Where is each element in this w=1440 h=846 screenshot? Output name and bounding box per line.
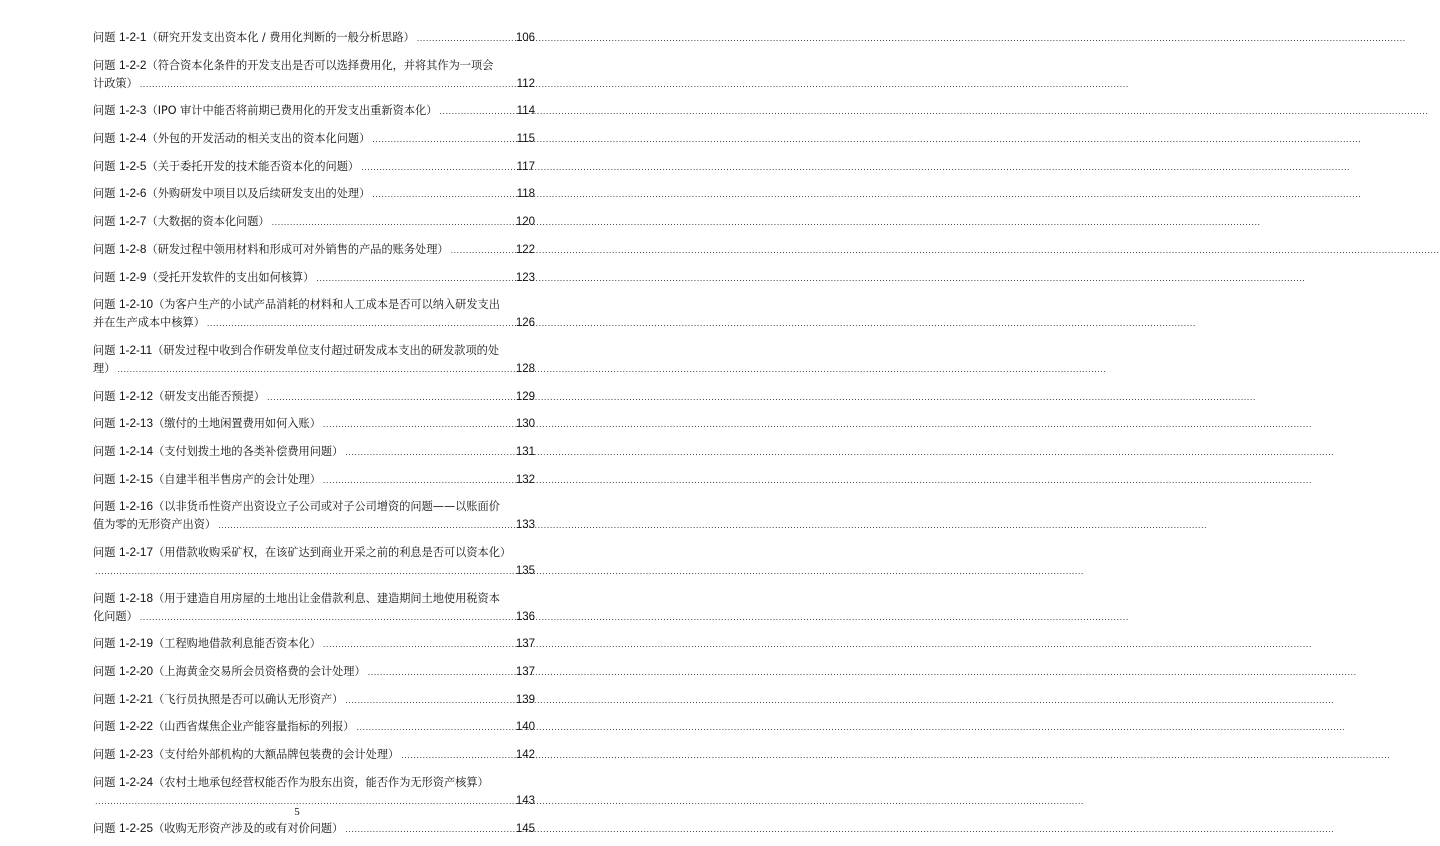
toc-entry-prefix: 问题 <box>93 546 116 559</box>
toc-entry[interactable] <box>93 634 535 654</box>
toc-entry-title <box>93 500 500 513</box>
dot-leader <box>323 636 513 654</box>
toc-entry-text: （支付划拨土地的各类补偿费用问题） <box>153 444 344 458</box>
toc-entry-prefix: 问题 <box>93 500 116 514</box>
toc-entry[interactable] <box>93 543 535 581</box>
toc-entry-text: （为客户生产的小试产品消耗的材料和人工成本是否可以纳入研发支出 <box>153 298 500 312</box>
toc-entry-title <box>93 184 370 203</box>
toc-entry-title <box>93 298 500 311</box>
toc-entry-prefix: 问题 <box>93 187 116 201</box>
toc-entry-prefix: 问题 <box>93 389 116 403</box>
toc-entry-text: （研发过程中收到合作研发单位支付超过研发成本支出的研发款项的处 <box>152 343 500 357</box>
toc-entry-text: 计政策） <box>93 76 138 90</box>
toc-entry-title <box>93 129 370 148</box>
dot-leader <box>451 242 513 260</box>
toc-entry-text: （飞行员执照是否可以确认无形资产） <box>153 692 344 706</box>
toc-entry-number: 1-2-3 <box>118 103 147 118</box>
toc-entry[interactable] <box>93 56 535 94</box>
dot-leader <box>207 315 513 333</box>
toc-entry[interactable] <box>93 268 535 288</box>
toc-entry[interactable] <box>93 414 535 434</box>
toc-entry-title <box>93 387 265 406</box>
toc-entry-title <box>93 212 270 231</box>
toc-entry-page-number: 126 <box>515 317 535 330</box>
toc-entry[interactable] <box>93 184 535 204</box>
toc-entry[interactable] <box>93 129 535 149</box>
toc-entry-title <box>93 717 354 736</box>
toc-entry-page-number: 139 <box>515 693 535 706</box>
toc-entry-text: （外包的开发活动的相关支出的资本化问题） <box>146 132 371 146</box>
toc-entry-title <box>93 776 489 789</box>
toc-entry[interactable] <box>93 717 535 737</box>
toc-entry-number: 1-2-2 <box>118 57 147 72</box>
toc-entry-title <box>93 59 493 72</box>
toc-entry[interactable] <box>93 157 535 177</box>
toc-entry-number: 1-2-19 <box>118 636 154 651</box>
toc-entry-title <box>93 240 449 259</box>
dot-leader <box>345 444 513 462</box>
toc-entry-prefix: 问题 <box>93 821 116 835</box>
dot-leader <box>267 389 513 407</box>
toc-entry-text: （IPO 审计中能否将前期已费用化的开发支出重新资本化） <box>146 104 438 118</box>
toc-entry-text: （自建半租半售房产的会计处理） <box>153 472 321 486</box>
dot-leader <box>272 214 513 232</box>
toc-entry-number: 1-2-18 <box>118 590 154 605</box>
toc-entry-prefix: 问题 <box>93 159 116 173</box>
toc-entry-number: 1-2-20 <box>118 664 154 679</box>
toc-entry-text: 值为零的无形资产出资） <box>93 518 217 532</box>
toc-entry-text: 理） <box>93 361 116 375</box>
toc-entry-number: 1-2-8 <box>118 241 147 256</box>
toc-entry-text: （农村土地承包经营权能否作为股东出资，能否作为无形资产核算） <box>153 775 489 789</box>
toc-entry-page-number: 128 <box>515 362 535 375</box>
toc-entry-prefix: 问题 <box>93 692 116 706</box>
toc-entry-title <box>93 101 437 120</box>
toc-entry-page-number: 132 <box>515 473 535 486</box>
toc-entry[interactable] <box>93 497 535 535</box>
toc-entry-number: 1-2-10 <box>118 297 154 312</box>
toc-entry[interactable] <box>93 745 535 765</box>
toc-entry-number: 1-2-7 <box>118 214 147 229</box>
toc-entry-title <box>93 414 321 433</box>
toc-entry-title <box>93 662 366 681</box>
dot-leader <box>323 416 513 434</box>
toc-entry[interactable] <box>93 470 535 490</box>
toc-entry-title <box>93 344 499 357</box>
toc-entry[interactable] <box>93 212 535 232</box>
toc-entry-page-number: 106 <box>515 32 535 44</box>
toc-entry-number: 1-2-21 <box>118 691 154 706</box>
toc-entry-title <box>93 268 314 287</box>
toc-entry[interactable] <box>93 240 535 260</box>
toc-entry-text: （山西省煤焦企业产能容量指标的列报） <box>153 720 355 734</box>
toc-entry-title <box>93 690 343 709</box>
toc-entry-text: （受托开发软件的支出如何核算） <box>146 270 315 284</box>
toc-entry-number: 1-2-9 <box>118 269 147 284</box>
toc-entry-text: （工程购地借款利息能否资本化） <box>153 637 321 651</box>
toc-entry-text: （用借款收购采矿权，在该矿达到商业开采之前的利息是否可以资本化） <box>153 546 512 559</box>
toc-entry-prefix: 问题 <box>93 417 116 431</box>
dot-leader <box>368 664 513 682</box>
dot-leader <box>401 747 513 765</box>
dot-leader <box>439 103 513 121</box>
toc-entry-page-number: 112 <box>516 77 535 90</box>
toc-entry-text: （缴付的土地闲置费用如何入账） <box>153 417 321 431</box>
table-of-contents <box>93 28 535 846</box>
toc-entry-page-number: 123 <box>515 271 535 284</box>
toc-entry-prefix: 问题 <box>93 748 116 762</box>
toc-entry-number: 1-2-12 <box>118 388 154 403</box>
toc-entry-prefix: 问题 <box>93 665 116 679</box>
toc-entry-title <box>93 634 321 653</box>
toc-entry-page-number: 140 <box>515 721 535 734</box>
dot-leader <box>345 821 513 839</box>
toc-entry-prefix: 问题 <box>93 472 116 486</box>
toc-entry[interactable] <box>93 819 535 839</box>
dot-leader <box>117 361 513 379</box>
toc-entry-number: 1-2-14 <box>118 443 154 458</box>
toc-entry-title <box>93 546 511 559</box>
dot-leader <box>316 270 513 288</box>
dot-leader <box>218 517 513 535</box>
toc-entry-text: （支付给外部机构的大额品牌包装费的会计处理） <box>153 748 400 762</box>
toc-entry-prefix: 问题 <box>93 591 116 605</box>
toc-entry[interactable] <box>93 341 535 379</box>
toc-entry-title <box>93 442 343 461</box>
toc-entry-text: （符合资本化条件的开发支出是否可以选择费用化，并将其作为一项会 <box>146 58 494 72</box>
toc-entry-page-number: 143 <box>515 794 535 807</box>
toc-entry-text: （关于委托开发的技术能否资本化的问题） <box>146 159 360 173</box>
toc-entry[interactable] <box>93 387 535 407</box>
toc-entry-page-number: 137 <box>515 638 535 651</box>
dot-leader <box>417 30 513 48</box>
toc-entry[interactable] <box>93 589 535 627</box>
toc-entry-page-number: 136 <box>515 610 535 623</box>
toc-entry-page-number: 135 <box>515 565 535 577</box>
toc-entry-text: 并在生产成本中核算） <box>93 316 205 330</box>
toc-entry[interactable] <box>93 295 535 333</box>
toc-entry-text: （研发支出能否预提） <box>153 389 265 403</box>
toc-entry-prefix: 问题 <box>93 132 116 146</box>
toc-entry-prefix: 问题 <box>93 637 116 651</box>
toc-entry-page-number: 145 <box>515 822 535 835</box>
toc-entry-number: 1-2-22 <box>118 719 154 734</box>
toc-entry-number: 1-2-17 <box>118 545 154 559</box>
toc-entry-page-number: 120 <box>515 216 535 229</box>
toc-entry-page-number: 130 <box>515 418 535 431</box>
dot-leader <box>140 609 513 627</box>
toc-entry-title <box>93 819 343 838</box>
toc-entry-number: 1-2-25 <box>118 820 154 835</box>
toc-entry-page-number: 122 <box>515 243 535 256</box>
toc-entry[interactable] <box>93 442 535 462</box>
toc-entry-page-number: 115 <box>516 133 535 146</box>
dot-leader <box>140 76 513 94</box>
toc-entry-prefix: 问题 <box>93 720 116 734</box>
toc-entry-prefix: 问题 <box>93 343 116 357</box>
toc-entry-page-number: 114 <box>516 105 535 118</box>
toc-entry-title <box>93 592 500 605</box>
toc-entry-page-number: 117 <box>516 160 535 173</box>
toc-entry-number: 1-2-24 <box>118 774 154 789</box>
toc-entry-prefix: 问题 <box>93 104 116 118</box>
toc-entry-prefix: 问题 <box>93 242 116 256</box>
toc-entry-number: 1-2-13 <box>118 416 154 431</box>
toc-entry-prefix: 问题 <box>93 215 116 229</box>
toc-entry-number: 1-2-23 <box>118 747 154 762</box>
dot-leader <box>372 131 513 149</box>
page-number: 5 <box>294 806 300 818</box>
toc-entry-text: （用于建造自用房屋的土地出让金借款利息、建造期间土地使用税资本 <box>153 591 500 605</box>
dot-leader <box>323 472 513 490</box>
toc-entry-text: 化问题） <box>93 609 138 623</box>
toc-entry-text: （收购无形资产涉及的或有对价问题） <box>153 821 344 835</box>
toc-entry-text: （研究开发支出资本化 / 费用化判断的一般分析思路） <box>146 31 415 44</box>
toc-entry-prefix: 问题 <box>93 775 116 789</box>
dot-leader <box>361 159 513 177</box>
toc-entry-prefix: 问题 <box>93 270 116 284</box>
toc-entry-number: 1-2-5 <box>118 158 147 173</box>
toc-entry-number: 1-2-4 <box>118 131 147 146</box>
toc-entry-number: 1-2-1 <box>118 30 147 44</box>
toc-entry-prefix: 问题 <box>93 298 116 312</box>
toc-entry[interactable] <box>93 28 535 48</box>
toc-entry-prefix: 问题 <box>93 444 116 458</box>
dot-leader <box>95 563 513 581</box>
dot-leader <box>356 719 513 737</box>
toc-entry[interactable] <box>93 690 535 710</box>
toc-entry-title <box>93 157 359 176</box>
toc-entry-number: 1-2-15 <box>118 471 154 486</box>
toc-entry-prefix: 问题 <box>93 31 116 44</box>
toc-entry-text: （研发过程中领用材料和形成可对外销售的产品的账务处理） <box>146 242 449 256</box>
toc-entry-page-number: 133 <box>515 519 535 532</box>
toc-entry-number: 1-2-16 <box>118 499 154 514</box>
toc-entry-title <box>93 28 415 47</box>
toc-entry-page-number: 131 <box>515 445 535 458</box>
toc-entry-title <box>93 745 399 764</box>
toc-entry-page-number: 137 <box>515 666 535 679</box>
toc-entry-text: （以非货币性资产出资设立子公司或对子公司增资的问题——以账面价 <box>153 500 500 514</box>
toc-entry-text: （外购研发中项目以及后续研发支出的处理） <box>146 187 371 201</box>
toc-entry-page-number: 129 <box>515 390 535 403</box>
toc-entry-text: （大数据的资本化问题） <box>146 215 270 229</box>
toc-entry[interactable] <box>93 662 535 682</box>
toc-entry[interactable] <box>93 101 535 121</box>
toc-entry-prefix: 问题 <box>93 58 116 72</box>
toc-entry-title <box>93 470 321 489</box>
dot-leader <box>372 186 513 204</box>
toc-entry-number: 1-2-11 <box>118 342 153 357</box>
toc-entry-page-number: 142 <box>515 749 535 762</box>
dot-leader <box>345 692 513 710</box>
toc-entry-text: （上海黄金交易所会员资格费的会计处理） <box>153 665 366 679</box>
toc-entry-page-number: 118 <box>516 188 535 201</box>
toc-entry-number: 1-2-6 <box>118 186 147 201</box>
